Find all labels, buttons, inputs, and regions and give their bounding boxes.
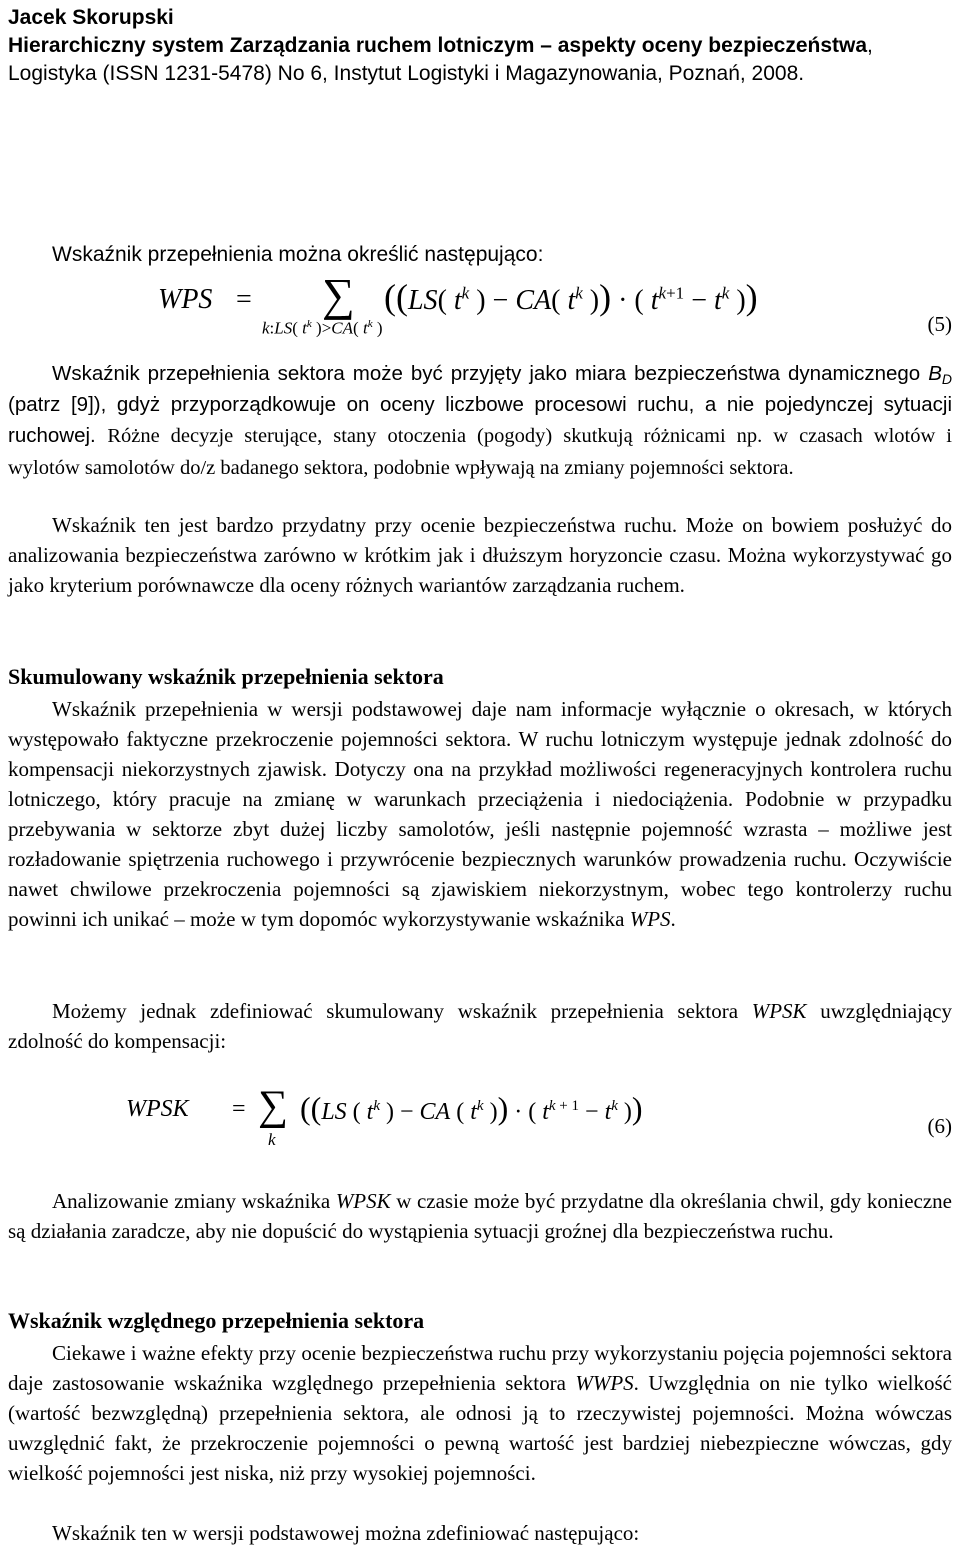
citation-text — [8, 32, 948, 88]
term-wwps: WWPS — [575, 1371, 634, 1395]
eq5-lhs: WPS — [158, 284, 213, 315]
term-wpsk: WPSK — [751, 999, 807, 1023]
eq6-number: (6) — [927, 1114, 952, 1138]
eq5-number: (5) — [927, 312, 952, 336]
paper-title: Hierarchiczny system Zarządzania ruchem lotniczym – aspekty oceny bezpieczeństwa — [8, 34, 868, 57]
section-heading-cumulative: Skumulowany wskaźnik przepełnienia sektora — [8, 664, 444, 689]
paragraph-usefulness: Wskaźnik ten jest bardzo przydatny przy ocenie bezpieczeństwa ruchu. Może on bowiem posłużyć do analizowania bezpieczeństwa zarówno w krótkim jak i dłuższym horyzoncie czasu. Można wykorzystywać go jako kryterium porównawcze dla oceny różnych wariantów zarządzania ruchem. — [8, 513, 952, 597]
wps-intro: Wskaźnik przepełnienia można określić następująco: — [52, 243, 544, 266]
paragraph-relative: Ciekawe i ważne efekty przy ocenie bezpieczeństwa ruchu przy wykorzystaniu pojęcia pojemności sektora daje zastosowanie wskaźnika względnego przepełnienia sektora WWPS. Uwzględnia on nie tylko wielkość (wartość bezwzględną) przepełnienia sektora, ale odnosi ją to rzeczywistej pojemności. Można wówczas uwzględnić fakt, że przekroczenie pojemności o pewną wartość jest bardziej niebezpieczne wówczas, gdy wielkość pojemności jest niska, niż przy wysokiej pojemności. — [8, 1341, 952, 1485]
eq5-body: ((LS( $t^k$ ) − CA( $t^k$ )) · ( $t^{k+1} - t^k$ )) — [384, 277, 758, 317]
eq5-equals: = — [236, 284, 252, 315]
paragraph-bd: Wskaźnik przepełnienia sektora może być przyjęty jako miara bezpieczeństwa dynamicznego $B_D$ (patrz [9]), gdyż przyporządkowuje on oceny liczbowe procesowi ruchu, a nie pojedynczej sytuacji ruchowej. Różne decyzje sterujące, stany otoczenia (pogody) skutkują różnicami np. w czasach wlotów i wylotów samolotów do/z badanego sektora, podobnie wpływają na zmiany pojemności sektora. — [8, 362, 952, 479]
term-wpsk-2: WPSK — [335, 1189, 391, 1213]
term-wps: WPS — [629, 907, 671, 931]
eq5-sum-subscript: k:LS( $t^k$ )>CA( $t^k$ ) — [262, 318, 383, 338]
eq6-body: ((LS ( $t^k$ ) − CA ( $t^k$ )) · ( $t^{k + 1} - t^k$ )) — [300, 1090, 643, 1126]
paragraph-cumulative: Wskaźnik przepełnienia w wersji podstawowej daje nam informacje wyłącznie o okresach, w których występowało faktyczne przekroczenie pojemności sektora. W ruchu lotniczym występuje jednak zdolność do kompensacji niekorzystnych zjawisk. Dotyczy ona na przykład możliwości regeneracyjnych kontrolera ruchu lotniczego, który pracuje na zmianę w warunkach przeciążenia i niedociążenia. Podobnie w przypadku przebywania w sektorze zbyt dużej liczby samolotów, jeśli następnie pojemność wzrasta – możliwe jest rozładowanie spiętrzenia ruchowego i przywrócenie bezpiecznych warunków prowadzenia ruchu. Oczywiście nawet chwilowe przekroczenia pojemności są zjawiskiem niekorzystnym, wobec tego kontrolerzy ruchu powinni ich unikać – może w tym dopomóc wykorzystywanie wskaźnika WPS. — [8, 697, 952, 931]
eq5-sum-symbol: ∑ — [322, 269, 355, 320]
publication-info: , Logistyka (ISSN 1231-5478) No 6, Instytut Logistyki i Magazynowania, Poznań, 2008. — [8, 34, 873, 85]
eq6-lhs: WPSK — [126, 1096, 189, 1122]
eq6-sum-subscript: k — [268, 1130, 276, 1149]
symbol-b-sub: D — [941, 371, 952, 387]
eq6-sum-symbol: ∑ — [258, 1083, 288, 1129]
symbol-b: B — [928, 362, 942, 385]
paragraph-wpsk-def: Możemy jednak zdefiniować skumulowany wskaźnik przepełnienia sektora WPSK uwzględniający zdolność do kompensacji: — [8, 999, 952, 1053]
paragraph-wpsk-analysis: Analizowanie zmiany wskaźnika WPSK w czasie może być przydatne dla określania chwil, gdy konieczne są działania zaradcze, aby nie dopuścić do wystąpienia sytuacji groźnej dla bezpieczeństwa ruchu. — [8, 1189, 952, 1243]
eq6-equals: = — [232, 1096, 246, 1122]
citation-header — [8, 4, 948, 88]
author-name: Jacek Skorupski — [8, 6, 174, 29]
paragraph-wwps-intro: Wskaźnik ten w wersji podstawowej można zdefiniować następująco: — [52, 1521, 640, 1545]
section-heading-relative: Wskaźnik względnego przepełnienia sektora — [8, 1308, 425, 1333]
